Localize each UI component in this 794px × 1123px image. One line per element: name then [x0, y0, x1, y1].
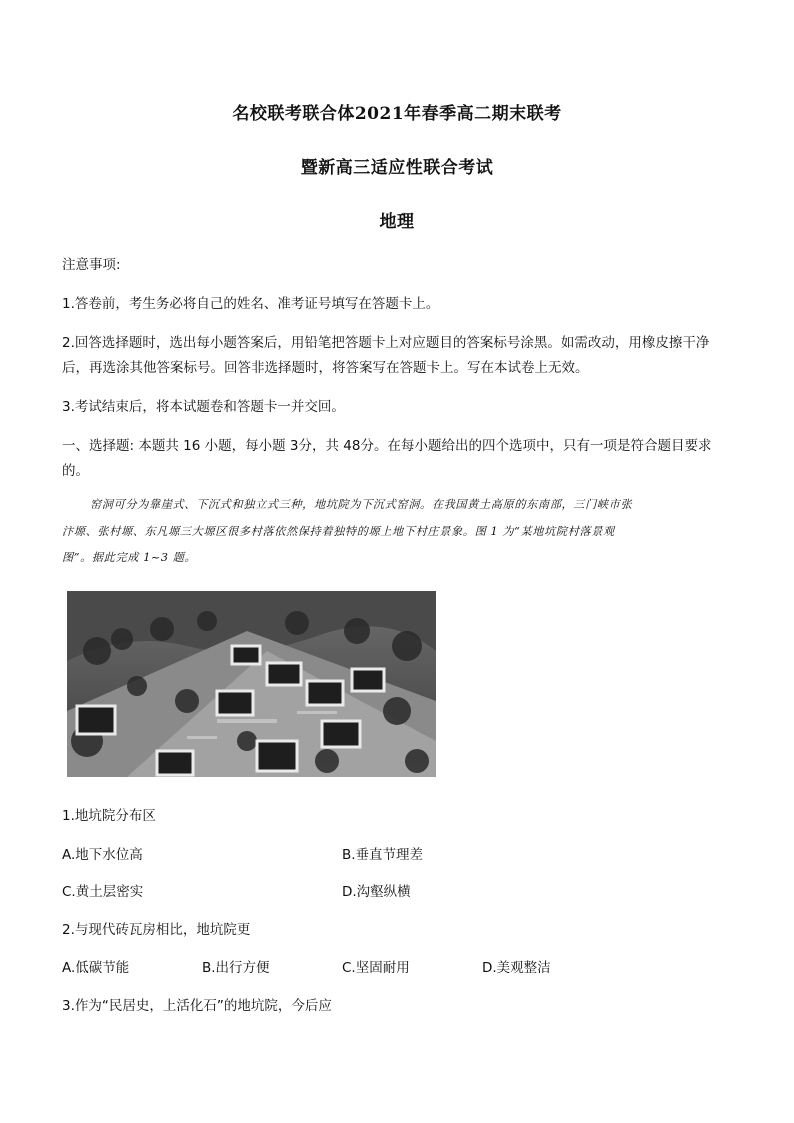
notes-item-2-line2: 后，再选涂其他答案标号。回答非选择题时，将答案写在答题卡上。写在本试卷上无效。 [62, 360, 589, 376]
question-1-option-d[interactable]: D.沟壑纵横 [342, 884, 411, 900]
passage-line2: 汴塬、张村塬、东凡塬三大塬区很多村落依然保持着独特的塬上地下村庄景象。图 1 为“某地坑院村落景观 [62, 525, 615, 538]
question-2-option-b[interactable]: B.出行方便 [202, 960, 270, 976]
question-1-option-a[interactable]: A.地下水位高 [62, 847, 143, 863]
village-aerial-photo [67, 591, 436, 777]
section-intro-line2: 的。 [62, 463, 89, 479]
notes-item-2-line1: 2.回答选择题时，选出每小题答案后，用铅笔把答题卡上对应题目的答案标号涂黑。如需改动，用橡皮擦干净 [62, 335, 710, 351]
notes-item-1: 1.答卷前，考生务必将自己的姓名、准考证号填写在答题卡上。 [62, 296, 440, 312]
question-2-stem: 2.与现代砖瓦房相比，地坑院更 [62, 922, 251, 938]
notes-heading: 注意事项: [62, 257, 121, 273]
question-1-stem: 1.地坑院分布区 [62, 808, 156, 824]
village-photo-illustration [67, 591, 436, 777]
notes-item-3: 3.考试结束后，将本试题卷和答题卡一并交回。 [62, 399, 345, 415]
question-2-option-a[interactable]: A.低碳节能 [62, 960, 130, 976]
passage-line1: 窑洞可分为靠崖式、下沉式和独立式三种，地坑院为下沉式窑洞。在我国黄土高原的东南部，三门峡市张 [90, 498, 633, 511]
section-intro-line1: 一、选择题: 本题共 16 小题，每小题 3分，共 48分。在每小题给出的四个选项中，只有一项是符合题目要求 [62, 438, 712, 454]
subject-title: 地理 [379, 212, 415, 232]
question-2-option-d[interactable]: D.美观整洁 [482, 960, 551, 976]
question-1-option-b[interactable]: B.垂直节理差 [342, 847, 424, 863]
question-3-stem: 3.作为“民居史，上活化石”的地坑院，今后应 [62, 998, 332, 1014]
exam-title-line2: 暨新高三适应性联合考试 [300, 158, 494, 178]
question-1-option-c[interactable]: C.黄土层密实 [62, 884, 144, 900]
passage-line3: 图”。据此完成 1~3 题。 [62, 551, 197, 564]
exam-title-line1: 名校联考联合体2021年春季高二期末联考 [232, 104, 562, 124]
question-2-option-c[interactable]: C.坚固耐用 [342, 960, 410, 976]
